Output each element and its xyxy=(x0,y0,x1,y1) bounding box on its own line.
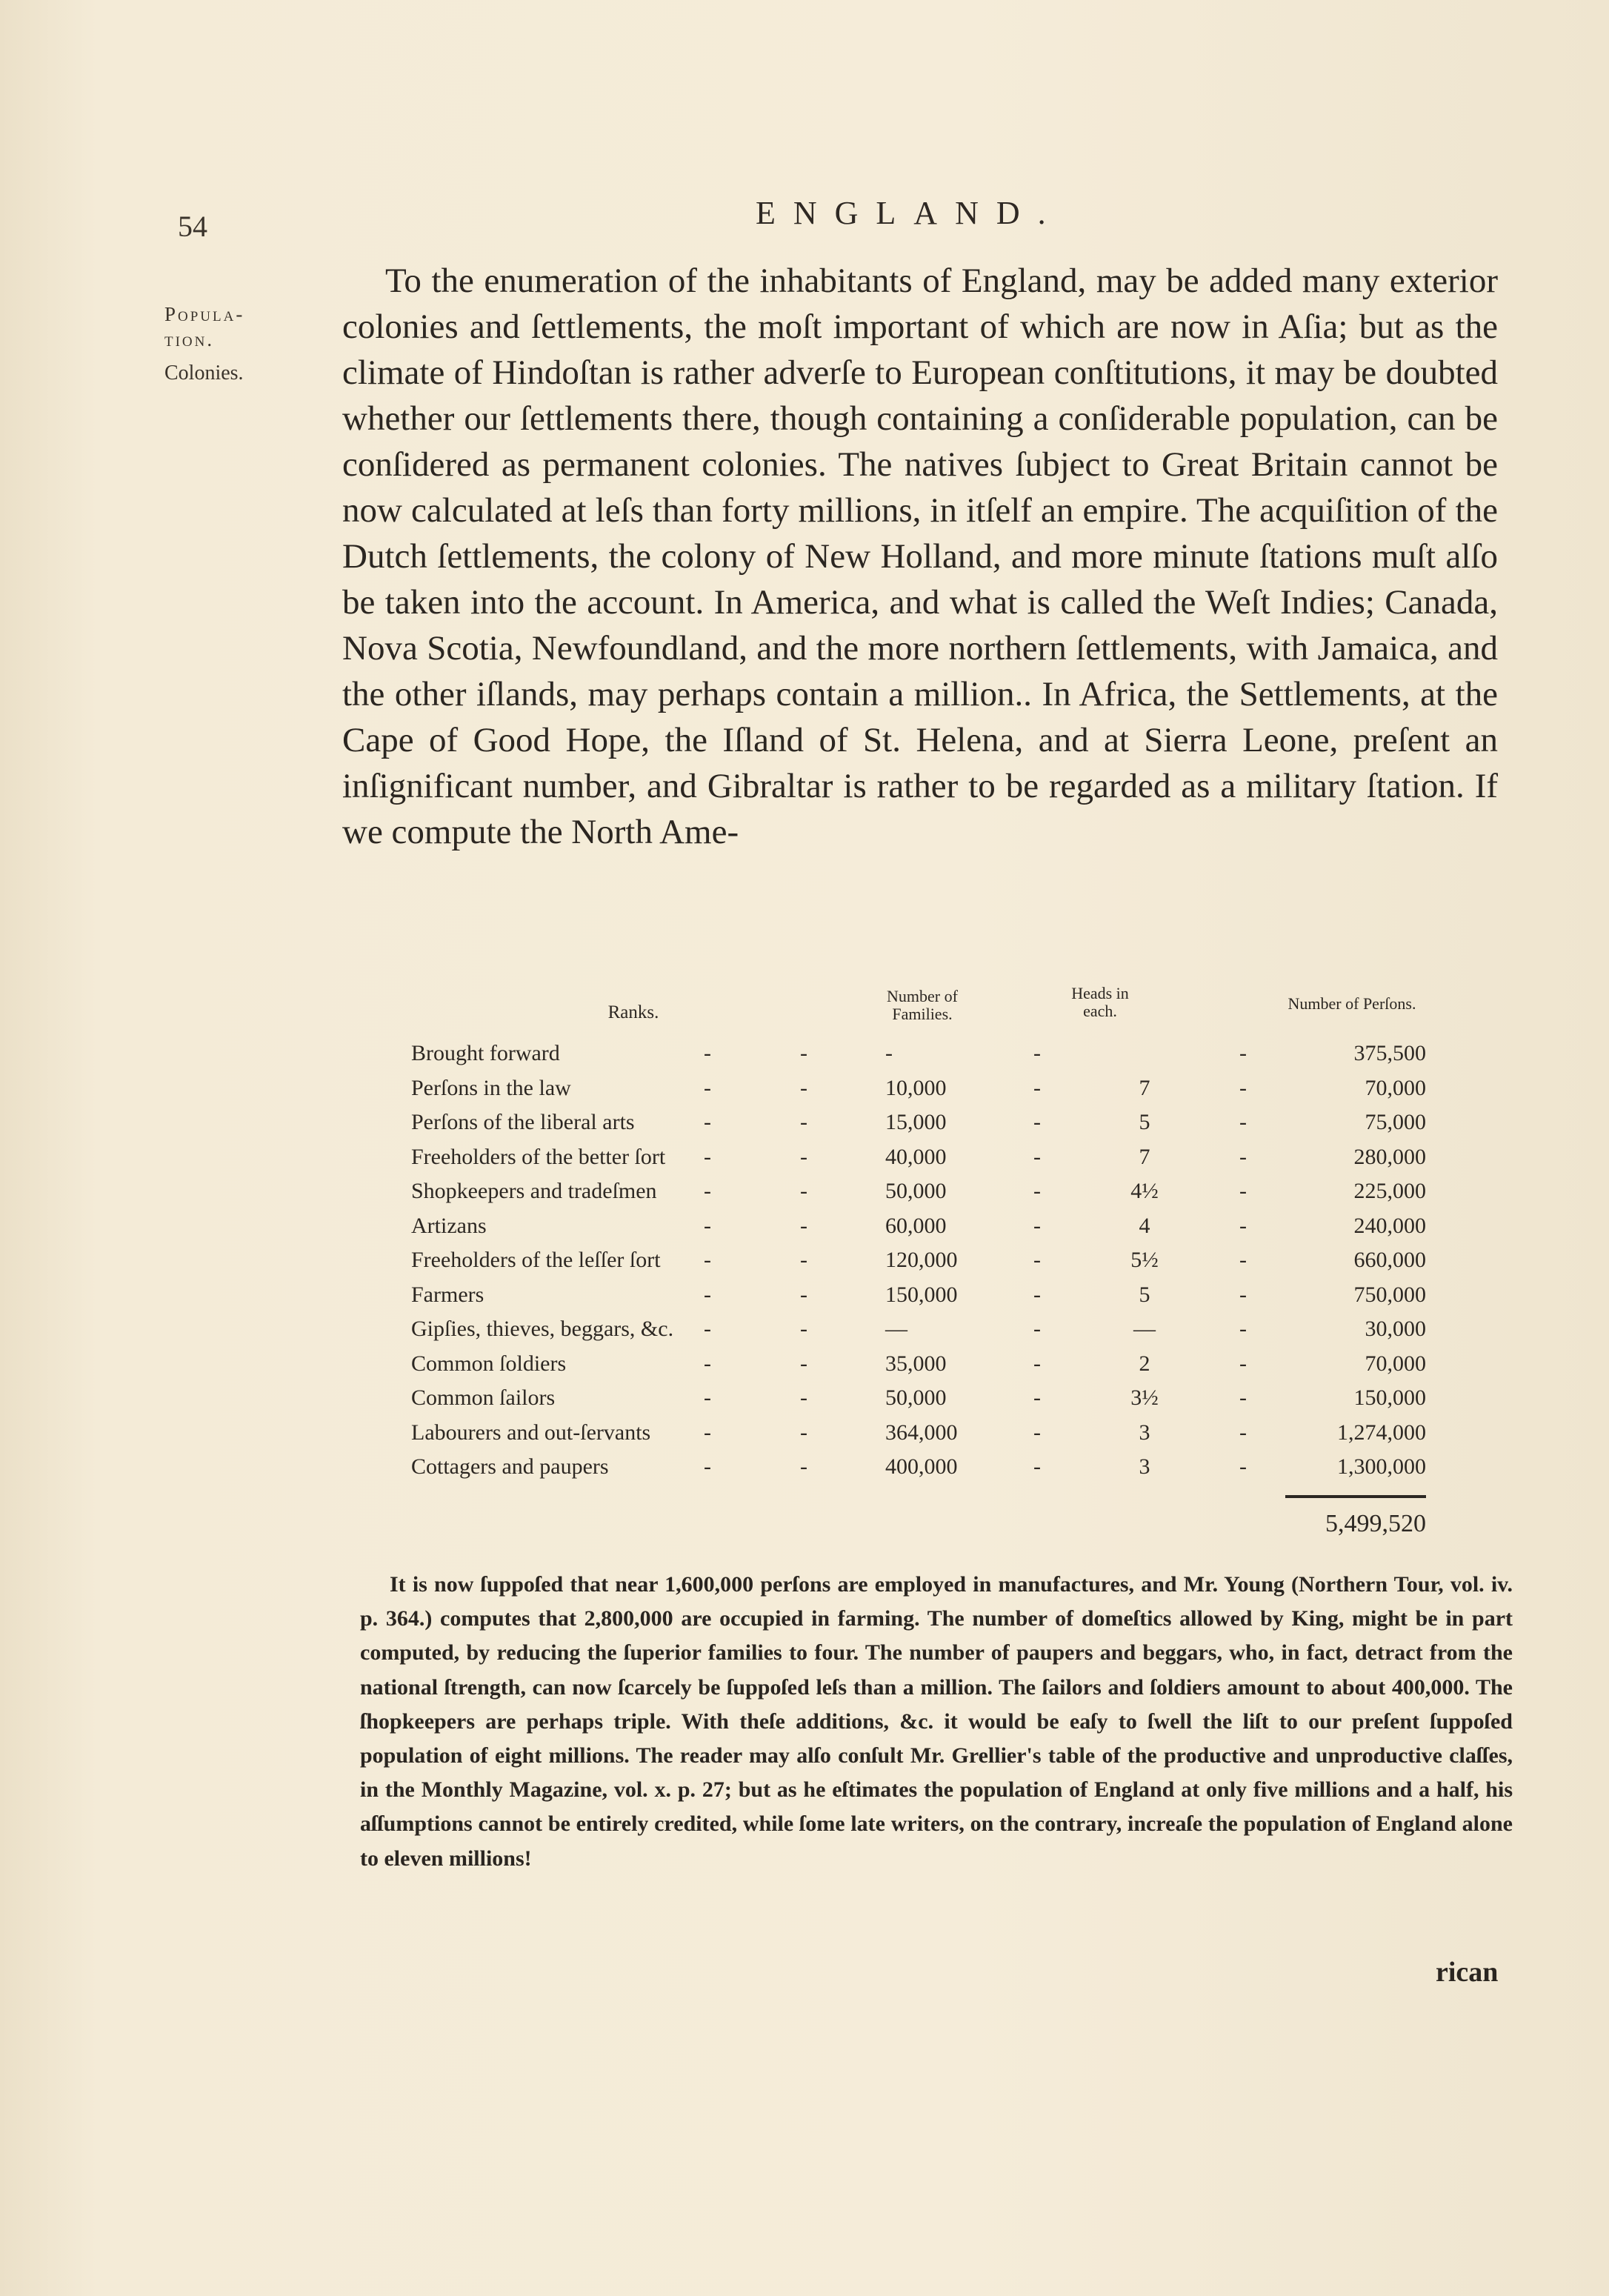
row-rank: Brought forward xyxy=(411,1041,560,1065)
row-dash: - xyxy=(704,1041,711,1065)
catchword: rican xyxy=(1436,1957,1499,1988)
row-dash: - xyxy=(1239,1110,1247,1134)
row-persons: 225,000 xyxy=(1353,1179,1426,1203)
header-families-line1: Number of xyxy=(887,987,958,1005)
row-persons: 75,000 xyxy=(1365,1110,1426,1134)
row-dash: - xyxy=(800,1385,807,1410)
row-heads: 2 xyxy=(1139,1351,1150,1376)
row-dash: - xyxy=(1239,1317,1247,1341)
row-dash: - xyxy=(704,1110,711,1134)
row-persons: 750,000 xyxy=(1353,1282,1426,1307)
row-families: 35,000 xyxy=(885,1351,947,1376)
row-families: 10,000 xyxy=(885,1075,947,1100)
row-persons: 1,300,000 xyxy=(1337,1454,1426,1479)
row-heads: 7 xyxy=(1139,1075,1150,1100)
row-dash: - xyxy=(1033,1075,1041,1100)
row-dash: - xyxy=(800,1351,807,1376)
row-rank: Perſons of the liberal arts xyxy=(411,1110,635,1134)
row-persons: 1,274,000 xyxy=(1337,1420,1426,1445)
row-dash: - xyxy=(800,1075,807,1100)
row-dash: - xyxy=(1033,1420,1041,1445)
table-row xyxy=(411,1110,1463,1145)
row-dash: - xyxy=(1239,1351,1247,1376)
row-dash: - xyxy=(1239,1041,1247,1065)
row-dash: - xyxy=(704,1248,711,1272)
row-dash: - xyxy=(800,1248,807,1272)
row-persons: 660,000 xyxy=(1353,1248,1426,1272)
row-dash: - xyxy=(1033,1351,1041,1376)
footnote xyxy=(360,1568,1513,1876)
header-families-line2: Families. xyxy=(892,1005,953,1023)
row-families: 400,000 xyxy=(885,1454,958,1479)
table-row xyxy=(411,1317,1463,1351)
row-dash: - xyxy=(1239,1213,1247,1238)
row-rank: Common ſailors xyxy=(411,1385,556,1410)
header-ranks: Ranks. xyxy=(607,1002,659,1022)
table-row xyxy=(411,1076,1463,1111)
row-heads: 3½ xyxy=(1130,1385,1159,1410)
row-families: 120,000 xyxy=(885,1248,958,1272)
row-dash: - xyxy=(1239,1179,1247,1203)
row-rank: Artizans xyxy=(411,1213,487,1238)
row-dash: - xyxy=(800,1454,807,1479)
header-persons: Number of Perſons. xyxy=(1287,994,1416,1013)
row-rank: Gipſies, thieves, beggars, &c. xyxy=(411,1317,674,1341)
row-heads: — xyxy=(1133,1317,1156,1341)
row-dash: - xyxy=(704,1144,711,1169)
row-dash: - xyxy=(704,1351,711,1376)
row-heads: 4 xyxy=(1139,1213,1150,1238)
row-families: 50,000 xyxy=(885,1179,947,1203)
row-dash: - xyxy=(1033,1385,1041,1410)
row-dash: - xyxy=(800,1144,807,1169)
table-row xyxy=(411,1385,1463,1420)
table-row xyxy=(411,1248,1463,1282)
row-families: 50,000 xyxy=(885,1385,947,1410)
row-heads: 5 xyxy=(1139,1282,1150,1307)
population-table xyxy=(411,982,1463,1541)
row-dash: - xyxy=(704,1075,711,1100)
table-row xyxy=(411,1041,1463,1076)
row-rank: Shopkeepers and tradeſmen xyxy=(411,1179,657,1203)
row-heads: 5½ xyxy=(1130,1248,1159,1272)
row-persons: 375,500 xyxy=(1353,1041,1426,1065)
body-text xyxy=(342,258,1498,855)
table-row xyxy=(411,1145,1463,1179)
table-row xyxy=(411,1282,1463,1317)
row-dash: - xyxy=(1239,1282,1247,1307)
table-body xyxy=(411,1041,1463,1489)
row-rank: Labourers and out-ſervants xyxy=(411,1420,651,1445)
row-dash: - xyxy=(704,1454,711,1479)
row-dash: - xyxy=(1033,1213,1041,1238)
row-rank: Perſons in the law xyxy=(411,1075,571,1100)
row-dash: - xyxy=(800,1282,807,1307)
row-dash: - xyxy=(1033,1110,1041,1134)
row-dash: - xyxy=(1033,1248,1041,1272)
row-dash: - xyxy=(704,1385,711,1410)
margin-note-line: Popula- xyxy=(164,303,245,325)
row-dash: - xyxy=(800,1213,807,1238)
row-dash: - xyxy=(1033,1282,1041,1307)
row-persons: 30,000 xyxy=(1365,1317,1426,1341)
table-row xyxy=(411,1454,1463,1489)
row-families: 15,000 xyxy=(885,1110,947,1134)
row-dash: - xyxy=(704,1179,711,1203)
row-rank: Cottagers and paupers xyxy=(411,1454,609,1479)
row-dash: - xyxy=(704,1420,711,1445)
row-dash: - xyxy=(1239,1075,1247,1100)
row-dash: - xyxy=(1033,1041,1041,1065)
row-dash: - xyxy=(1239,1144,1247,1169)
margin-note-line: tion. xyxy=(164,328,215,350)
row-families: — xyxy=(885,1317,907,1341)
page-number: 54 xyxy=(178,210,207,243)
row-families: 60,000 xyxy=(885,1213,947,1238)
row-persons: 150,000 xyxy=(1353,1385,1426,1410)
row-rank: Common ſoldiers xyxy=(411,1351,567,1376)
row-dash: - xyxy=(704,1213,711,1238)
margin-note xyxy=(164,295,244,393)
row-rank: Freeholders of the leſſer ſort xyxy=(411,1248,661,1272)
table-total: 5,499,520 xyxy=(1325,1509,1426,1537)
header-heads-line2: each. xyxy=(1083,1002,1117,1020)
row-families: 364,000 xyxy=(885,1420,958,1445)
header-heads xyxy=(1048,985,1152,1020)
row-dash: - xyxy=(1239,1248,1247,1272)
row-dash: - xyxy=(800,1317,807,1341)
body-paragraph: To the enumeration of the inhabitants of England, may be added many exterior colonies and ſettlements, the moſt important of which are now in Aſia; but as the climate of Hindoſtan is rather adverſe to European conſtitutions, it may be doubted whether our ſettlements there, though containing a conſiderable population, can be conſidered as permanent colonies. The natives ſubject to Great Britain cannot be now calculated at leſs than forty millions, in itſelf an empire. The acquiſition of the Dutch ſettlements, the colony of New Holland, and more minute ſtations muſt alſo be taken into the account. In America, and what is called the Weſt Indies; Canada, Nova Scotia, Newfoundland, and the more northern ſettlements, with Jamaica, and the other iſlands, may perhaps contain a million.. In Africa, the Settlements, at the Cape of Good Hope, the Iſland of St. Helena, and at Sierra Leone, preſent an inſignificant number, and Gibraltar is rather to be regarded as a military ſtation. If we compute the North Ame- xyxy=(342,262,1498,851)
row-dash: - xyxy=(1239,1420,1247,1445)
row-heads: 3 xyxy=(1139,1454,1150,1479)
row-dash: - xyxy=(1033,1317,1041,1341)
row-dash: - xyxy=(1033,1144,1041,1169)
row-dash: - xyxy=(1033,1454,1041,1479)
table-row xyxy=(411,1351,1463,1386)
row-persons: 70,000 xyxy=(1365,1075,1426,1100)
row-dash: - xyxy=(1239,1385,1247,1410)
row-dash: - xyxy=(1239,1454,1247,1479)
row-rank: Freeholders of the better ſort xyxy=(411,1144,666,1169)
row-heads: 7 xyxy=(1139,1144,1150,1169)
row-dash: - xyxy=(800,1420,807,1445)
header-families xyxy=(856,988,989,1023)
row-families: - xyxy=(885,1041,893,1065)
row-dash: - xyxy=(800,1179,807,1203)
row-families: 40,000 xyxy=(885,1144,947,1169)
table-row xyxy=(411,1214,1463,1248)
footnote-text: It is now ſuppoſed that near 1,600,000 perſons are employed in manufactures, and Mr. Young (Northern Tour, vol. iv. p. 364.) computes that 2,800,000 are occupied in farming. The number of domeſtics allowed by King, might be in part computed, by reducing the ſuperior families to four. The number of paupers and beggars, who, in fact, detract from the national ſtrength, can now ſcarcely be ſuppoſed leſs than a million. The ſailors and ſoldiers amount to about 400,000. The ſhopkeepers are perhaps triple. With theſe additions, &c. it would be eaſy to ſwell the liſt to our preſent ſuppoſed population of eight millions. The reader may alſo conſult Mr. Grellier's table of the productive and unproductive claſſes, in the Monthly Magazine, vol. x. p. 27; but as he eſtimates the population of England at only five millions and a half, his aſſumptions cannot be entirely credited, while ſome late writers, on the contrary, increaſe the population of England alone to eleven millions! xyxy=(360,1572,1513,1871)
row-persons: 280,000 xyxy=(1353,1144,1426,1169)
header-heads-line1: Heads in xyxy=(1071,984,1129,1002)
row-rank: Farmers xyxy=(411,1282,484,1307)
row-heads: 3 xyxy=(1139,1420,1150,1445)
row-dash: - xyxy=(800,1110,807,1134)
table-row xyxy=(411,1179,1463,1214)
row-dash: - xyxy=(1033,1179,1041,1203)
row-persons: 70,000 xyxy=(1365,1351,1426,1376)
row-persons: 240,000 xyxy=(1353,1213,1426,1238)
table-total-row xyxy=(411,1497,1463,1541)
margin-note-line: Colonies. xyxy=(164,362,244,385)
row-families: 150,000 xyxy=(885,1282,958,1307)
row-dash: - xyxy=(800,1041,807,1065)
row-dash: - xyxy=(704,1317,711,1341)
row-heads: 4½ xyxy=(1130,1179,1159,1203)
row-heads: 5 xyxy=(1139,1110,1150,1134)
table-header xyxy=(411,982,1463,1041)
table-row xyxy=(411,1420,1463,1455)
row-dash: - xyxy=(704,1282,711,1307)
running-head: ENGLAND. xyxy=(756,195,1064,231)
